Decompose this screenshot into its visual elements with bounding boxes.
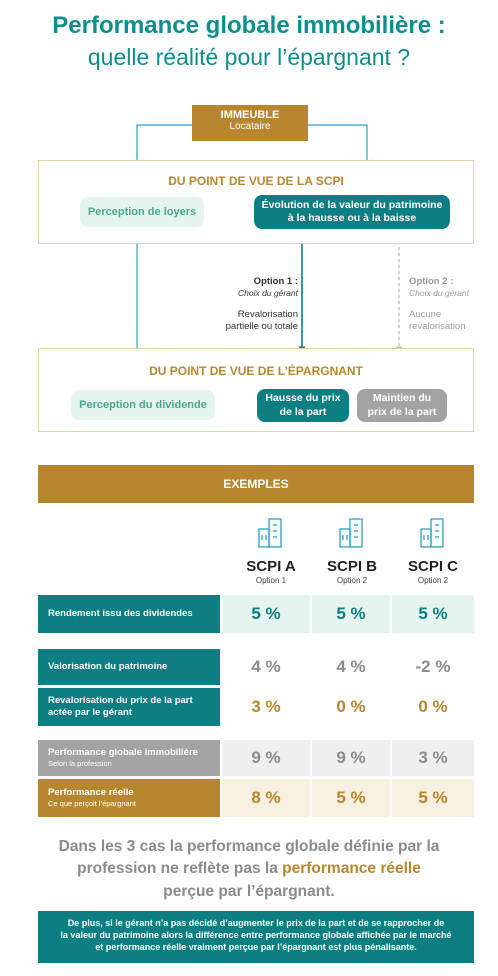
- scpi-c-option: Option 2: [417, 576, 449, 585]
- option2-title: Option 2 :: [409, 276, 454, 287]
- cell-global-perf-a: 9 %: [222, 740, 310, 776]
- option2-desc-2: revalorisation: [409, 321, 466, 333]
- option1-sub: Choix du gérant: [237, 288, 298, 299]
- row-valuation-text: Valorisation du patrimoine: [48, 660, 168, 672]
- arrow-building-to-value: [308, 125, 367, 163]
- row-valuation-label: [38, 649, 220, 685]
- option1-desc-2: partielle ou totale: [225, 321, 298, 333]
- cell-dividends-b: 5 %: [312, 595, 390, 633]
- cell-global-perf-b: 9 %: [312, 740, 390, 776]
- saver-view-title: DU POINT DE VUE DE L’ÉPARGNANT: [149, 364, 363, 378]
- col-header-b-icon-wrap: [313, 515, 391, 556]
- price-hold-pill: [357, 389, 447, 422]
- cell-dividends-a: 5 %: [222, 595, 310, 633]
- price-hold-line2: prix de la part: [367, 405, 437, 418]
- examples-header: EXEMPLES: [38, 465, 474, 503]
- cell-real-perf-a: 8 %: [222, 779, 310, 817]
- building-icon: [394, 515, 472, 551]
- option2-sub: Choix du gérant: [409, 288, 470, 299]
- option2-text: [409, 276, 489, 333]
- price-rise-pill: [257, 389, 349, 422]
- cell-real-perf-c: 5 %: [392, 779, 474, 817]
- cell-real-perf-b: 5 %: [312, 779, 390, 817]
- cell-valuation-c: -2 %: [415, 657, 451, 676]
- row-dividends-text: Rendement issu des dividendes: [48, 607, 193, 619]
- conclusion-line2: [0, 858, 498, 880]
- option1-title: Option 1 :: [253, 276, 298, 287]
- scpi-c-name: SCPI C: [407, 558, 458, 575]
- cell-global-perf-c: 3 %: [392, 740, 474, 776]
- price-rise-line1: Hausse du prix: [265, 392, 341, 405]
- row-global-perf-label: [38, 740, 220, 776]
- scpi-view-title: DU POINT DE VUE DE LA SCPI: [168, 174, 344, 188]
- row-global-perf-sub: Selon la profession: [48, 759, 112, 769]
- page-title: Performance globale immobilière :: [52, 12, 446, 39]
- footer-note: [38, 911, 474, 963]
- cell-revaluation-a: 3 %: [251, 697, 281, 716]
- col-header-a: [232, 515, 310, 556]
- conclusion-highlight: performance réelle: [282, 860, 421, 878]
- row-real-perf-label: [38, 779, 220, 817]
- building-box: [192, 105, 308, 141]
- scpi-b-name: SCPI B: [326, 558, 377, 575]
- row-revaluation-label: [38, 688, 220, 726]
- option1-desc-1: Revalorisation: [237, 308, 298, 320]
- value-change-line2: à la hausse ou à la baisse: [287, 212, 417, 224]
- scpi-a-name: SCPI A: [246, 558, 296, 575]
- cell-revaluation-b: 0 %: [336, 697, 366, 716]
- building-icon: [313, 515, 391, 551]
- row-dividends-label: [38, 595, 220, 633]
- cell-valuation-a: 4 %: [251, 657, 281, 676]
- dividend-pill: Perception du dividende: [71, 390, 215, 420]
- building-subtitle: Locataire: [229, 121, 271, 132]
- conclusion-line3: perçue par l’épargnant.: [163, 882, 335, 900]
- value-change-pill: [254, 195, 450, 229]
- conclusion-line2a: profession ne reflète pas la: [77, 860, 283, 878]
- scpi-a-option: Option 1: [255, 576, 287, 585]
- option2-desc-1: Aucune: [409, 308, 442, 320]
- conclusion-text: [0, 836, 498, 903]
- page-subtitle: quelle réalité pour l’épargnant ?: [87, 44, 411, 70]
- footer-line3: et performance réelle vraiment perçue par l’épargnant est plus pénalisante.: [95, 942, 417, 953]
- arrow-building-to-rent: [137, 125, 192, 163]
- row-revaluation-text-1: Revalorisation du prix de la part: [48, 694, 193, 706]
- building-icon: [232, 515, 310, 551]
- row-global-perf-text: Performance globale immobilière: [48, 746, 198, 758]
- footer-line2: la valeur du patrimoine alors la différence entre performance globale affichée par le marché: [60, 930, 452, 941]
- footer-line1: De plus, si le gérant n’a pas décidé d’augmenter le prix de la part et de se rapprocher de: [67, 918, 445, 928]
- rent-pill: Perception de loyers: [80, 197, 204, 227]
- row-real-perf-sub: Ce que perçoit l’épargnant: [48, 799, 136, 809]
- cell-dividends-c: 5 %: [392, 595, 474, 633]
- scpi-b-option: Option 2: [336, 576, 368, 585]
- value-change-line1: Évolution de la valeur du patrimoine: [261, 198, 443, 211]
- conclusion-line1: Dans les 3 cas la performance globale définie par la: [58, 838, 440, 855]
- cell-revaluation-c: 0 %: [418, 697, 448, 716]
- building-title: IMMEUBLE: [220, 109, 280, 121]
- row-revaluation-text-2: actée par le gérant: [48, 707, 132, 718]
- price-hold-line1: Maintien du: [372, 392, 432, 405]
- price-rise-line2: de la part: [279, 405, 327, 418]
- col-header-c-icon-wrap: [394, 515, 472, 556]
- row-real-perf-text: Performance réelle: [48, 786, 134, 798]
- option1-text: [200, 276, 298, 333]
- cell-valuation-b: 4 %: [336, 657, 366, 676]
